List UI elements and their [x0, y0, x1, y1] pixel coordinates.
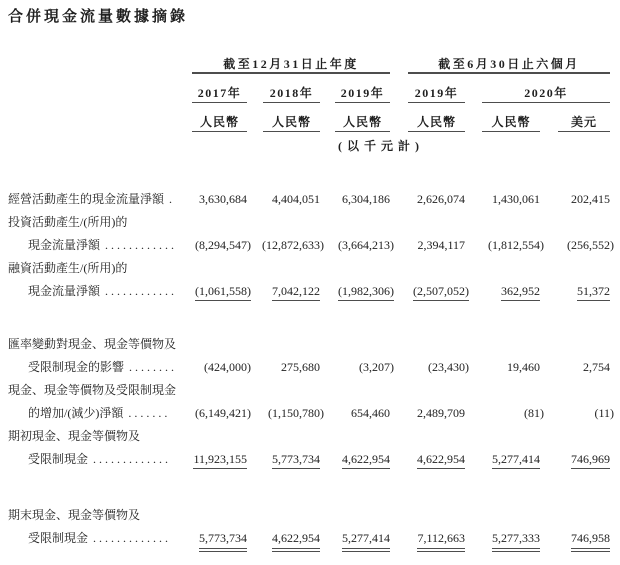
table-row [0, 238, 620, 260]
currency-header-usd-2020-6m: 美元 [558, 113, 610, 132]
value-cell: 4,622,954 [391, 452, 465, 469]
row-label: 受限制現金的影響 ........ [28, 360, 178, 374]
table-row [0, 360, 620, 382]
currency-header-rmb-2017: 人民幣 [192, 113, 247, 132]
row-label: 現金、現金等價物及受限制現金 [8, 383, 177, 397]
value-cell: (1,061,558) [175, 284, 247, 301]
value-cell: (1,150,780) [268, 406, 324, 420]
value-cell: (2,507,052) [391, 284, 465, 301]
row-label-line [0, 429, 620, 451]
row-label: 期末現金、現金等價物及 [8, 508, 141, 522]
year-header-2019-6m: 2019年 [408, 84, 465, 103]
table-row [0, 284, 620, 306]
row-label: 期初現金、現金等價物及 [8, 429, 141, 443]
currency-header-rmb-2018: 人民幣 [263, 113, 320, 132]
value-cell: (12,872,633) [262, 238, 324, 252]
column-group-header-interim: 截至6月30日止六個月 [408, 55, 610, 74]
row-label-line [0, 261, 620, 283]
value-cell: 362,952 [468, 284, 540, 301]
value-cell: (23,430) [428, 360, 469, 374]
row-label-line [0, 337, 620, 359]
table-row [0, 192, 620, 214]
year-header-2020-6m: 2020年 [482, 84, 610, 103]
row-label: 經營活動產生的現金流量淨額 . [8, 192, 176, 206]
currency-header-rmb-2019-6m: 人民幣 [408, 113, 465, 132]
value-cell: 5,773,734 [246, 452, 320, 469]
value-cell: 51,372 [540, 284, 610, 301]
year-header-2018: 2018年 [263, 84, 320, 103]
value-cell: 3,630,684 [199, 192, 247, 206]
value-cell: 746,958 [540, 531, 610, 552]
unit-note: (以千元計) [338, 139, 424, 153]
row-label-line [0, 508, 620, 530]
table-row [0, 531, 620, 553]
value-cell: 5,277,333 [468, 531, 540, 552]
value-cell: 5,277,414 [468, 452, 540, 469]
value-cell: (3,664,213) [338, 238, 394, 252]
year-header-2017: 2017年 [192, 84, 247, 103]
value-cell: 2,394,117 [417, 238, 465, 252]
value-cell: 654,460 [351, 406, 390, 420]
value-cell: 1,430,061 [492, 192, 540, 206]
value-cell: (11) [594, 406, 614, 420]
value-cell: (81) [524, 406, 544, 420]
value-cell: 5,773,734 [175, 531, 247, 552]
value-cell: 2,626,074 [417, 192, 465, 206]
value-cell: 6,304,186 [342, 192, 390, 206]
value-cell: 4,622,954 [318, 452, 390, 469]
value-cell: 7,042,122 [246, 284, 320, 301]
value-cell: 202,415 [571, 192, 610, 206]
page-title: 合併現金流量數據摘錄 [8, 9, 189, 25]
value-cell: (3,207) [359, 360, 394, 374]
row-label-line [0, 215, 620, 237]
currency-header-rmb-2020-6m: 人民幣 [482, 113, 540, 132]
value-cell: (8,294,547) [195, 238, 251, 252]
table-row [0, 452, 620, 474]
column-group-header-annual: 截至12月31日止年度 [192, 55, 390, 74]
value-cell: 11,923,155 [175, 452, 247, 469]
value-cell: 275,680 [281, 360, 320, 374]
value-cell: (256,552) [567, 238, 614, 252]
value-cell: (1,812,554) [488, 238, 544, 252]
row-label: 受限制現金 ............. [28, 452, 172, 466]
row-label: 現金流量淨額 ............ [28, 238, 178, 252]
row-label: 融資活動產生/(所用)的 [8, 261, 128, 275]
row-label: 現金流量淨額 ............ [28, 284, 178, 298]
value-cell: 4,622,954 [246, 531, 320, 552]
value-cell: 19,460 [507, 360, 540, 374]
value-cell: 746,969 [540, 452, 610, 469]
value-cell: (424,000) [204, 360, 251, 374]
row-label-line [0, 383, 620, 405]
currency-header-rmb-2019: 人民幣 [335, 113, 390, 132]
year-header-2019: 2019年 [335, 84, 390, 103]
row-label: 受限制現金 ............. [28, 531, 172, 545]
value-cell: 4,404,051 [272, 192, 320, 206]
value-cell: 2,489,709 [417, 406, 465, 420]
value-cell: (1,982,306) [318, 284, 390, 301]
row-label: 匯率變動對現金、現金等價物及 [8, 337, 177, 351]
table-row [0, 406, 620, 428]
value-cell: 2,754 [583, 360, 610, 374]
row-label: 投資活動產生/(所用)的 [8, 215, 128, 229]
row-label: 的增加/(減少)淨額 ....... [28, 406, 171, 420]
value-cell: 7,112,663 [391, 531, 465, 552]
value-cell: 5,277,414 [318, 531, 390, 552]
value-cell: (6,149,421) [195, 406, 251, 420]
